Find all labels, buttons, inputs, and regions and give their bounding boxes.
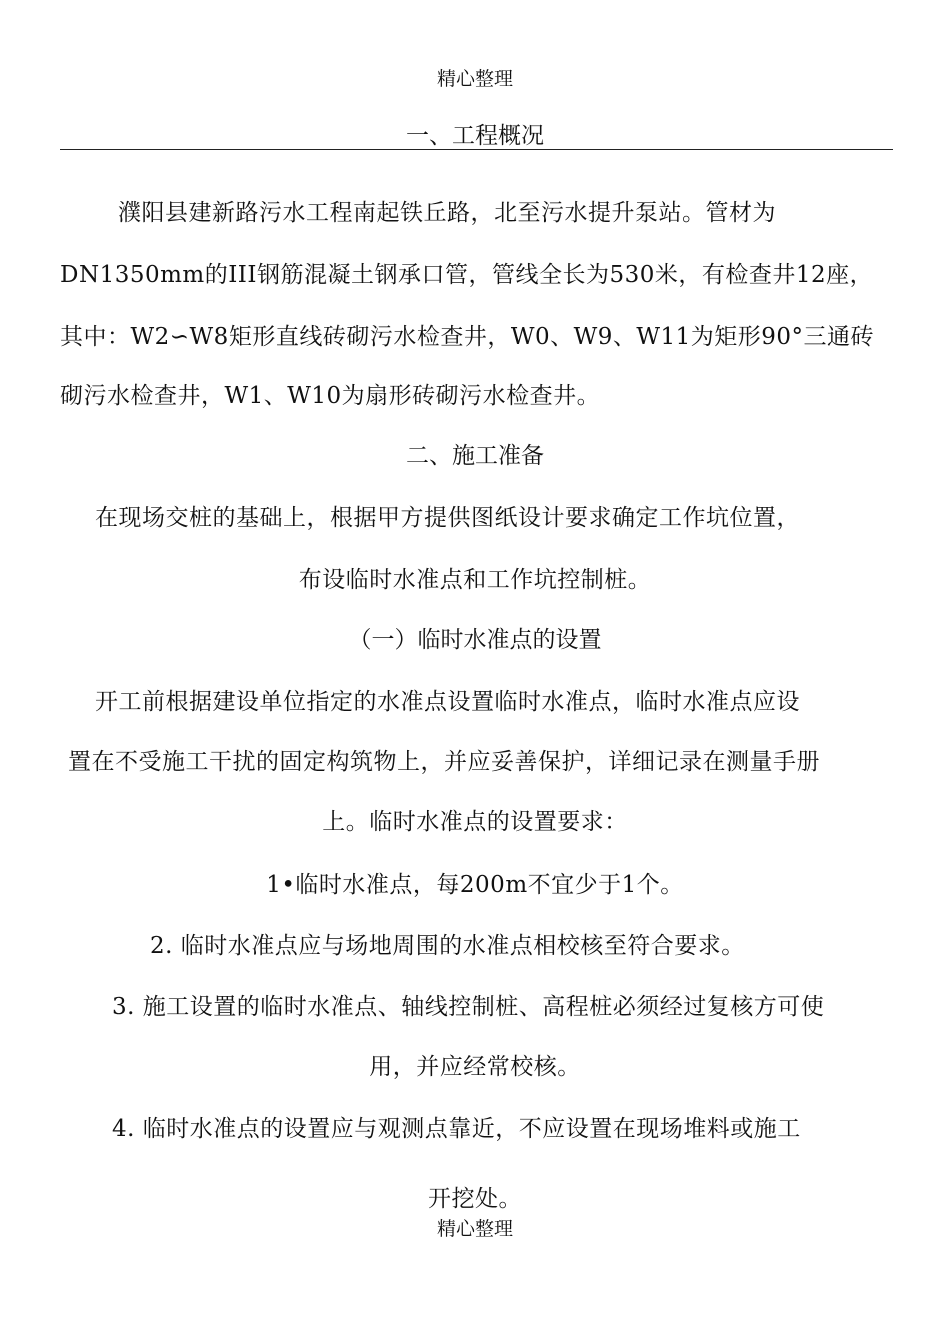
section-1-line-1: 濮阳县建新路污水工程南起铁丘路，北至污水提升泵站。管材为	[118, 200, 776, 226]
section-2-title: 二、施工准备	[406, 443, 544, 469]
requirement-item-3: 3. 施工设置的临时水准点、轴线控制桩、高程桩必须经过复核方可使	[112, 994, 825, 1020]
page-footer: 精心整理	[436, 1218, 513, 1240]
section-1-line-2: DN1350mm的III钢筋混凝土钢承口管，管线全长为530米，有检查井12座，	[60, 262, 874, 288]
page-header: 精心整理	[436, 68, 513, 90]
section-2-intro-1: 在现场交桩的基础上，根据甲方提供图纸设计要求确定工作坑位置，	[95, 505, 800, 531]
subsection-1-line-3: 上。临时水准点的设置要求：	[322, 809, 628, 835]
section-1-line-4: 砌污水检查井，W1、W10为扇形砖砌污水检查井。	[60, 383, 601, 409]
subsection-1-title: （一）临时水准点的设置	[348, 627, 602, 653]
requirement-item-4: 4. 临时水准点的设置应与观测点靠近，不应设置在现场堆料或施工	[112, 1116, 801, 1142]
section-2-intro-2: 布设临时水准点和工作坑控制桩。	[298, 567, 652, 593]
section-1-line-3: 其中：W2∽W8矩形直线砖砌污水检查井，W0、W9、W11为矩形90°三通砖	[60, 324, 875, 350]
header-rule	[60, 149, 893, 150]
requirement-item-4-cont: 开挖处。	[428, 1186, 522, 1212]
subsection-1-line-1: 开工前根据建设单位指定的水准点设置临时水准点，临时水准点应设	[95, 689, 800, 715]
requirement-item-3-cont: 用，并应经常校核。	[369, 1054, 581, 1080]
subsection-1-line-2: 置在不受施工干扰的固定构筑物上，并应妥善保护，详细记录在测量手册	[68, 749, 820, 775]
requirement-item-1: 1•临时水准点，每200m不宜少于1个。	[266, 872, 684, 898]
requirement-item-2: 2. 临时水准点应与场地周围的水准点相校核至符合要求。	[150, 933, 745, 959]
section-1-title: 一、工程概况	[406, 123, 544, 149]
